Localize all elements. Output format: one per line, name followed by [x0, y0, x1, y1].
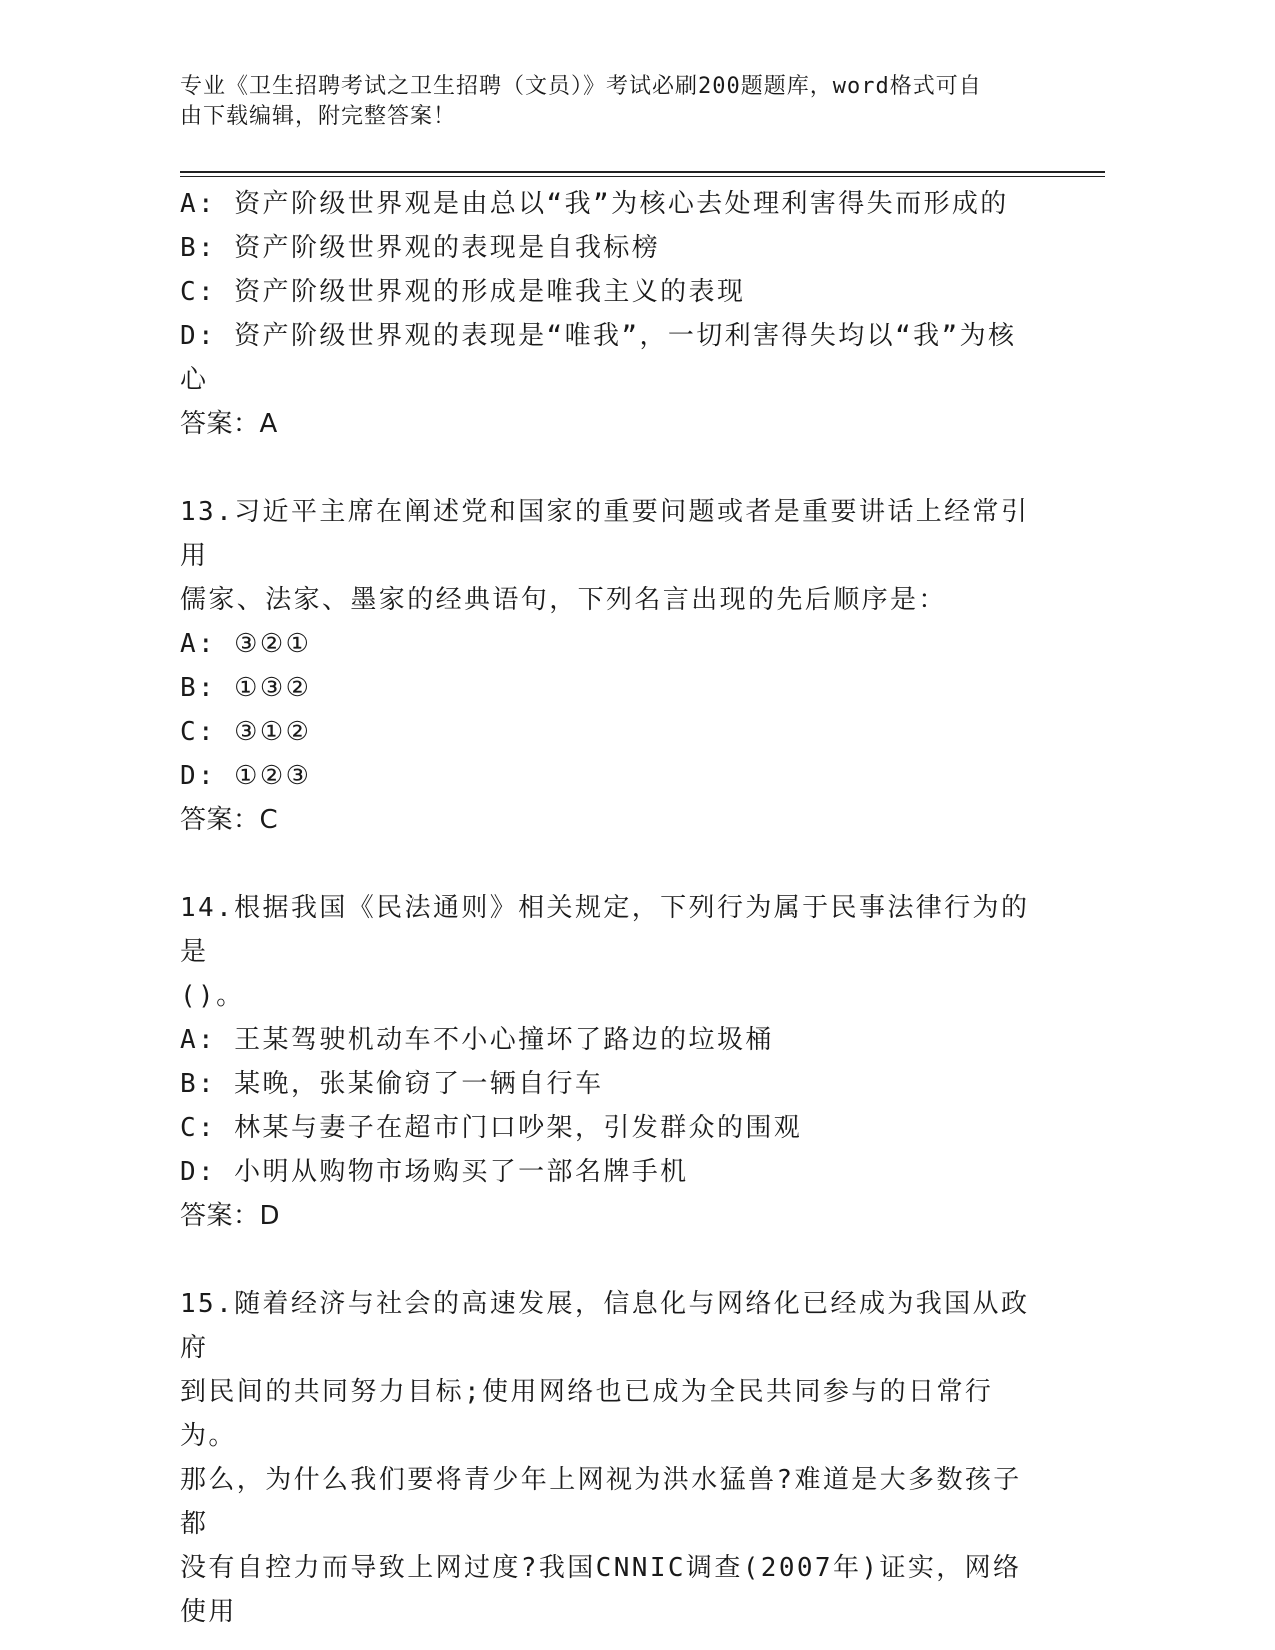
spacer — [180, 1238, 1030, 1282]
option-b: B: ①③② — [180, 673, 312, 703]
question-text: 14.根据我国《民法通则》相关规定，下列行为属于民事法律行为的是 — [180, 893, 1030, 967]
option-a: A: 资产阶级世界观是由总以“我”为核心去处理利害得失而形成的 — [180, 189, 1009, 219]
option-a: A: ③②① — [180, 629, 312, 659]
option-c: C: 林某与妻子在超市门口吵架，引发群众的围观 — [180, 1113, 803, 1143]
question-15 — [180, 1282, 1030, 1634]
question-13 — [180, 490, 1030, 842]
document-header — [180, 72, 1030, 132]
question-14 — [180, 886, 1030, 1238]
option-c: C: 资产阶级世界观的形成是唯我主义的表现 — [180, 277, 746, 307]
header-title-line-2: 由下载编辑，附完整答案！ — [180, 104, 457, 129]
option-d: D: ①②③ — [180, 761, 312, 791]
question-text: 儒家、法家、墨家的经典语句，下列名言出现的先后顺序是： — [180, 585, 947, 615]
question-text: 没有自控力而导致上网过度?我国CNNIC调查(2007年)证实，网络使用 — [180, 1553, 1022, 1627]
option-b: B: 某晚，张某偷窃了一辆自行车 — [180, 1069, 604, 1099]
question-text: 到民间的共同努力目标;使用网络也已成为全民共同参与的日常行为。 — [180, 1377, 994, 1451]
option-c: C: ③①② — [180, 717, 312, 747]
document-body — [180, 182, 1030, 1634]
question-text: 13.习近平主席在阐述党和国家的重要问题或者是重要讲话上经常引用 — [180, 497, 1030, 571]
option-d-continued: 心 — [180, 365, 209, 395]
question-12-block — [180, 182, 1030, 446]
option-a: A: 王某驾驶机动车不小心撞坏了路边的垃圾桶 — [180, 1025, 774, 1055]
spacer — [180, 842, 1030, 886]
question-text: ()。 — [180, 981, 245, 1011]
answer: 答案：A — [180, 409, 278, 439]
header-rule-thick — [180, 171, 1105, 173]
header-rule-thin — [180, 176, 1105, 177]
question-text: 15.随着经济与社会的高速发展，信息化与网络化已经成为我国从政府 — [180, 1289, 1030, 1363]
spacer — [180, 446, 1030, 490]
option-d: D: 资产阶级世界观的表现是“唯我”，一切利害得失均以“我”为核 — [180, 321, 1017, 351]
answer: 答案：D — [180, 1201, 281, 1231]
question-text: 那么，为什么我们要将青少年上网视为洪水猛兽?难道是大多数孩子都 — [180, 1465, 1022, 1539]
option-b: B: 资产阶级世界观的表现是自我标榜 — [180, 233, 661, 263]
header-title-line-1: 专业《卫生招聘考试之卫生招聘（文员）》考试必刷200题题库，word格式可自 — [180, 74, 982, 99]
option-d: D: 小明从购物市场购买了一部名牌手机 — [180, 1157, 689, 1187]
answer: 答案：C — [180, 805, 279, 835]
